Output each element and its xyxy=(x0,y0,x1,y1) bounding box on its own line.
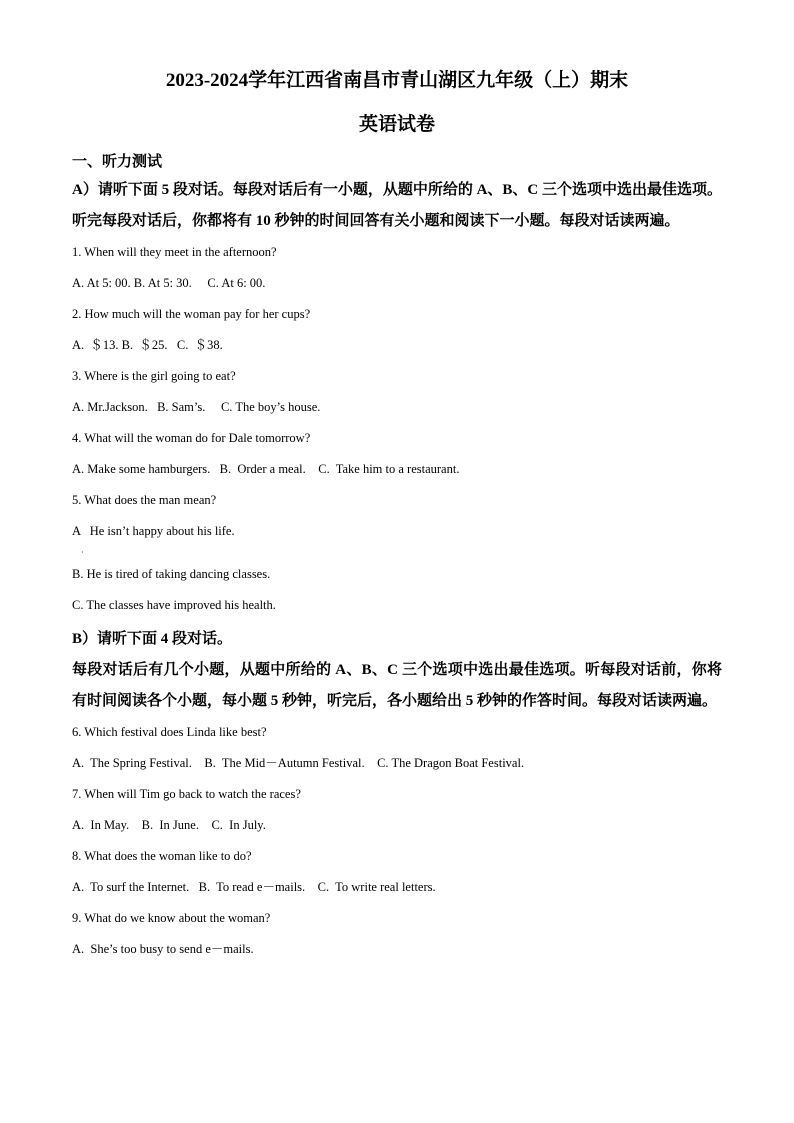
question-5: 5. What does the man mean? xyxy=(72,493,217,507)
question-3: 3. Where is the girl going to eat? xyxy=(72,369,236,383)
part-b-instruction-title: B）请听下面 4 段对话。 xyxy=(72,631,233,647)
exam-page xyxy=(72,64,722,965)
question-6: 6. Which festival does Linda like best? xyxy=(72,725,267,739)
question-8-options: A. To surf the Internet. B. To read e－mails. C. To write real letters. xyxy=(72,880,436,894)
question-3-options: A. Mr.Jackson. B. Sam’s. C. The boy’s house. xyxy=(72,400,321,414)
question-9-options: A. She’s too busy to send e－mails. xyxy=(72,942,254,956)
section-heading-listening: 一、听力测试 xyxy=(72,154,163,170)
question-9: 9. What do we know about the woman? xyxy=(72,911,271,925)
question-4: 4. What will the woman do for Dale tomorrow? xyxy=(72,431,311,445)
question-1: 1. When will they meet in the afternoon? xyxy=(72,245,277,259)
question-5-option-c: C. The classes have improved his health. xyxy=(72,598,276,612)
question-4-options: A. Make some hamburgers. B. Order a meal. C. Take him to a restaurant. xyxy=(72,462,460,476)
exam-title: 2023-2024学年江西省南昌市青山湖区九年级（上）期末 xyxy=(165,70,629,91)
question-7: 7. When will Tim go back to watch the races? xyxy=(72,787,301,801)
question-5-option-a: A He isn’t happy about his life. xyxy=(72,524,235,538)
question-6-options: A. The Spring Festival. B. The Mid－Autumn Festival. C. The Dragon Boat Festival. xyxy=(72,756,525,770)
question-2-options: A. ＄13. B. ＄25. C. ＄38. xyxy=(72,338,223,352)
stray-dot-mark: · xyxy=(81,548,84,557)
question-5-option-b: B. He is tired of taking dancing classes. xyxy=(72,567,271,581)
exam-subtitle: 英语试卷 xyxy=(358,114,435,135)
part-b-instruction-body: 每段对话后有几个小题，从题中所给的 A、B、C 三个选项中选出最佳选项。听每段对话前，你将有时间阅读各个小题，每小题 5 秒钟，听完后，各小题给出 5 秒钟的作答时间。每段对话读两遍。 xyxy=(72,662,722,709)
question-1-options: A. At 5: 00. B. At 5: 30. C. At 6: 00. xyxy=(72,276,266,290)
part-a-instruction: A）请听下面 5 段对话。每段对话后有一小题，从题中所给的 A、B、C 三个选项中选出最佳选项。听完每段对话后，你都将有 10 秒钟的时间回答有关小题和阅读下一小题。每段对话读两遍。 xyxy=(72,182,723,229)
question-2: 2. How much will the woman pay for her cups? xyxy=(72,307,311,321)
question-7-options: A. In May. B. In June. C. In July. xyxy=(72,818,266,832)
question-8: 8. What does the woman like to do? xyxy=(72,849,252,863)
